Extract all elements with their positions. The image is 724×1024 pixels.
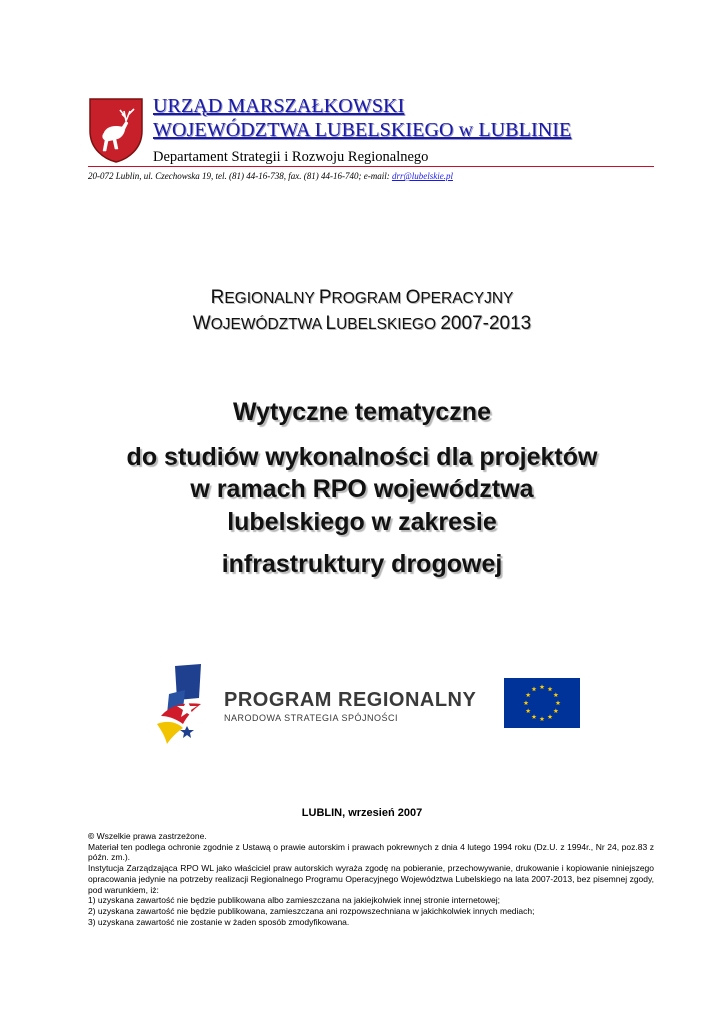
eu-flag-icon — [504, 678, 580, 728]
copyright-condition-2: 2) uzyskana zawartość nie będzie publikowana, zamieszczana ani rozpowszechniana w jakichkolwiek innych mediach; — [88, 905, 535, 916]
copyright-text: Wszelkie prawa zastrzeżone. — [94, 831, 207, 841]
contact-address — [88, 171, 453, 181]
program-regionalny-logo-icon — [157, 664, 221, 744]
place-and-date: LUBLIN, wrzesień 2007 — [301, 807, 423, 819]
department-name: Departament Strategii i Rozwoju Regionalnego — [153, 149, 429, 165]
copyright-symbol: © — [88, 831, 95, 841]
email-link[interactable]: drr@lubelskie.pl — [391, 171, 453, 181]
program-title-word: UBELSKIEGO — [336, 316, 441, 333]
program-title-word: PERACYJNY — [420, 290, 514, 307]
program-title-line1 — [0, 287, 724, 309]
document-title-line1: Wytyczne tematyczne — [233, 398, 491, 426]
institution-name-line2: WOJEWÓDZTWA LUBELSKIEGO w LUBLINIE — [153, 119, 572, 141]
document-title-line3: w ramach RPO województwa — [190, 475, 534, 503]
copyright-paragraph-2: Instytucja Zarządzająca RPO WL jako właściciel praw autorskich wyraża zgodę na pobieranie, przechowywanie, drukowanie i kopiowanie niniejszego opracowania jedynie na potrzeby realizacji Regionalnego Programu Operacyjnego Województwa Lubelskiego na lata 2007-2013, bez pisemnej zgody, pod warunkiem, iż: — [88, 863, 654, 895]
program-title-years: 2007-2013 — [440, 313, 532, 334]
program-title-line2 — [0, 313, 724, 335]
program-title-letter: W — [192, 313, 211, 334]
program-title-letter: L — [325, 313, 337, 334]
program-title-letter: O — [405, 287, 421, 308]
program-title-word: OJEWÓDZTWA — [210, 316, 326, 333]
program-title-letter: R — [210, 287, 225, 308]
program-title-letter: P — [318, 287, 332, 308]
program-regionalny-logo-text: PROGRAM REGIONALNY — [224, 689, 477, 711]
document-title-line4: lubelskiego w zakresie — [227, 508, 497, 536]
copyright-line — [88, 831, 654, 842]
institution-name-line1: URZĄD MARSZAŁKOWSKI — [153, 95, 405, 117]
address-text: 20-072 Lublin, ul. Czechowska 19, tel. (81) 44-16-738, fax. (81) 44-16-740; e-mail: — [88, 171, 392, 181]
coat-of-arms-logo — [88, 97, 144, 163]
program-title-word: EGIONALNY — [224, 290, 319, 307]
copyright-condition-3: 3) uzyskana zawartość nie zostanie w żaden sposób zmodyfikowana. — [88, 916, 350, 927]
header-divider — [88, 166, 654, 167]
document-title-line2: do studiów wykonalności dla projektów — [126, 443, 598, 471]
copyright-paragraph-1: Materiał ten podlega ochronie zgodnie z Ustawą o prawie autorskim i prawach pokrewnych z dnia 4 lutego 1994 roku (Dz.U. z 1994r., Nr 24, poz.83 z późn. zm.). — [88, 841, 654, 863]
program-regionalny-logo-subtitle: NARODOWA STRATEGIA SPÓJNOŚCI — [224, 713, 399, 723]
document-title-line5: infrastruktury drogowej — [221, 550, 503, 578]
copyright-condition-1: 1) uzyskana zawartość nie będzie publikowana albo zamieszczana na jakiejkolwiek innej stronie internetowej; — [88, 895, 501, 906]
copyright-notice — [88, 831, 654, 927]
program-title-word: ROGRAM — [331, 290, 406, 307]
